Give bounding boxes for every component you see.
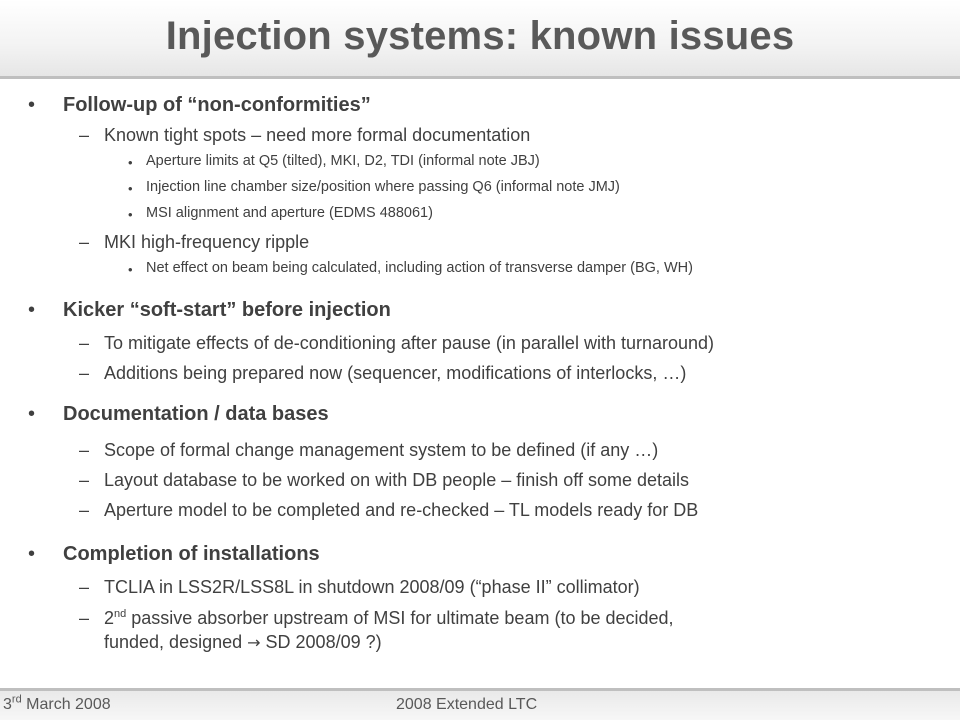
dash-icon: –	[79, 500, 90, 520]
list-item: Scope of formal change management system to be defined (if any …)	[104, 440, 659, 460]
bullet-icon: •	[28, 299, 36, 321]
list-item-continuation	[104, 632, 382, 653]
sub-list-item: MSI alignment and aperture (EDMS 488061)	[146, 205, 433, 221]
bullet-icon: •	[28, 543, 36, 565]
ordinal-suffix: nd	[114, 608, 127, 620]
section-heading-installations: Completion of installations	[63, 543, 320, 565]
arrow-right-icon: →	[247, 633, 261, 652]
dash-icon: –	[79, 577, 90, 597]
list-item: To mitigate effects of de-conditioning after pause (in parallel with turnaround)	[104, 333, 715, 353]
sub-list-item: Net effect on beam being calculated, including action of transverse damper (BG, WH)	[146, 260, 693, 276]
footer-event: 2008 Extended LTC	[396, 696, 538, 713]
list-item-text: passive absorber upstream of MSI for ultimate beam (to be decided,	[126, 608, 674, 628]
list-item: Aperture model to be completed and re-checked – TL models ready for DB	[104, 500, 699, 520]
list-item	[104, 608, 674, 629]
slide-title: Injection systems: known issues	[165, 14, 795, 58]
date-day: 3	[3, 696, 12, 713]
sub-list-item: Aperture limits at Q5 (tilted), MKI, D2, TDI (informal note JBJ)	[146, 153, 540, 169]
bullet-icon: •	[28, 94, 36, 116]
list-item: Additions being prepared now (sequencer, modifications of interlocks, …)	[104, 363, 687, 383]
sub-list-item: Injection line chamber size/position where passing Q6 (informal note JMJ)	[146, 179, 620, 195]
dash-icon: –	[79, 470, 90, 490]
dash-icon: –	[79, 333, 90, 353]
bullet-icon: •	[128, 181, 133, 196]
list-item: Layout database to be worked on with DB people – finish off some details	[104, 470, 690, 490]
list-item: TCLIA in LSS2R/LSS8L in shutdown 2008/09 (“phase II” collimator)	[104, 577, 640, 597]
bullet-icon: •	[28, 403, 36, 425]
section-heading-documentation: Documentation / data bases	[63, 403, 329, 425]
dash-icon: –	[79, 125, 90, 145]
list-item: Known tight spots – need more formal documentation	[104, 125, 531, 145]
date-rest: March 2008	[21, 696, 111, 713]
footer-date	[3, 693, 111, 714]
section-heading-soft-start: Kicker “soft-start” before injection	[63, 299, 391, 321]
dash-icon: –	[79, 608, 90, 628]
continuation-end: SD 2008/09 ?)	[260, 632, 382, 652]
date-ordinal-suffix: rd	[11, 693, 22, 706]
ordinal-number: 2	[104, 608, 115, 628]
section-heading-nonconformities: Follow-up of “non-conformities”	[63, 94, 371, 116]
bullet-icon: •	[128, 155, 133, 170]
dash-icon: –	[79, 440, 90, 460]
bullet-icon: •	[128, 207, 133, 222]
dash-icon: –	[79, 363, 90, 383]
bullet-icon: •	[128, 262, 133, 277]
dash-icon: –	[79, 232, 90, 252]
continuation-start: funded, designed	[104, 632, 248, 652]
list-item: MKI high-frequency ripple	[104, 232, 310, 252]
